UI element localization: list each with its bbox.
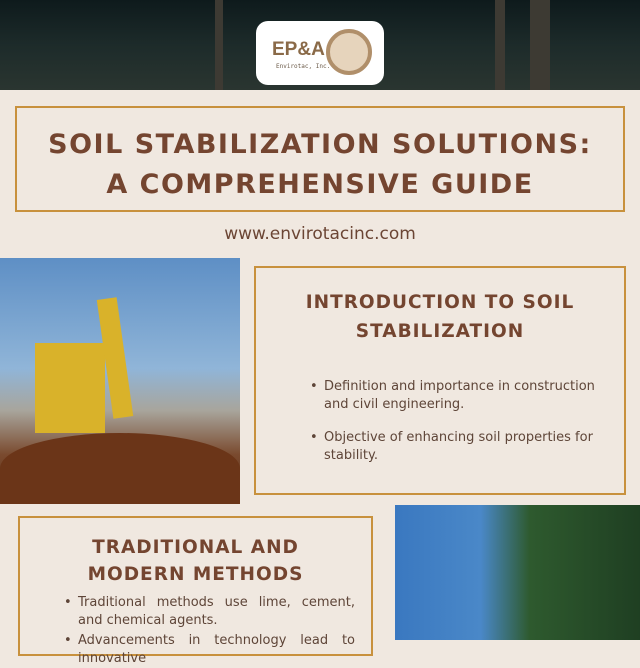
list-item: • Definition and importance in construction and civil engineering.: [324, 378, 602, 414]
intro-section: [254, 266, 626, 495]
methods-heading: TRADITIONAL AND MODERN METHODS: [87, 537, 304, 585]
list-item: • Advancements in technology lead to innovative: [78, 632, 355, 668]
list-item: • Objective of enhancing soil properties for stability.: [324, 429, 602, 465]
intro-heading: INTRODUCTION TO SOIL STABILIZATION: [305, 292, 575, 342]
methods-section: [18, 516, 373, 666]
logo-brand: EP&A: [272, 39, 325, 60]
title-line-2: A COMPREHENSIVE GUIDE: [106, 169, 534, 200]
trees-photo: [395, 505, 640, 640]
website-url[interactable]: www.envirotacinc.com: [224, 224, 416, 244]
rhino-logo-icon: [326, 29, 372, 75]
backhoe-photo: [0, 258, 240, 504]
logo-subtitle: Envirotac, Inc.: [276, 63, 331, 70]
title-line-1: SOIL STABILIZATION SOLUTIONS:: [48, 129, 592, 160]
page-title: [15, 106, 625, 212]
company-logo[interactable]: [256, 21, 384, 85]
list-item: • Traditional methods use lime, cement, and chemical agents.: [78, 594, 355, 630]
